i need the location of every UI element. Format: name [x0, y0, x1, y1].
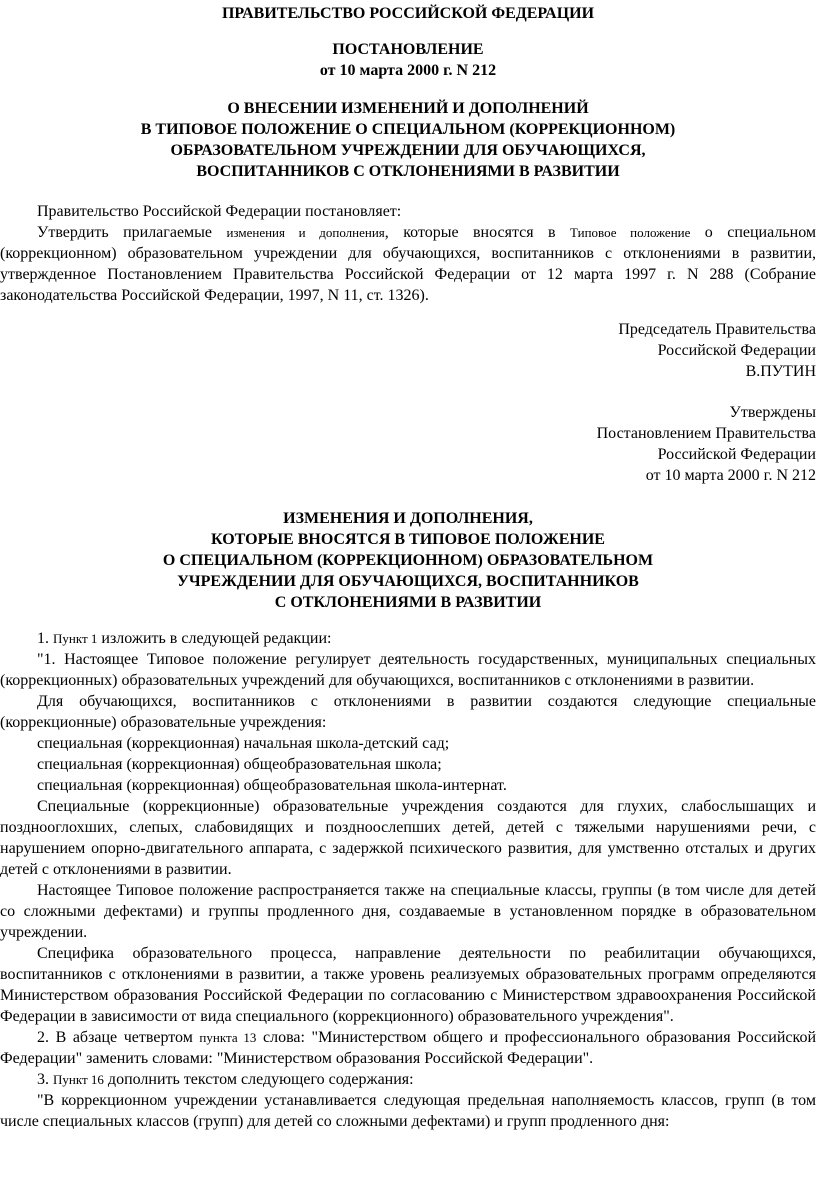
approval-line: Постановлением Правительства — [596, 425, 816, 442]
quote-paragraph: Настоящее Типовое положение распространяется также на специальные классы, группы (в том числе для детей со сложными дефектами) и группы продленного дня, создаваемые в установленном порядке в образовательном учреждении. — [0, 882, 816, 941]
resolution-text: о специальном (коррекционном) образовательном учреждении для обучающихся, воспитанников с отклонениями в развитии, утвержденное Постановлением Правительства Российской Федерации от 12 марта 1997 г. N 288 (Собрание законодательства Российской Федерации, 1997, N 11, ст. 1326). — [0, 224, 816, 304]
item-text: 2. В абзаце четвертом — [37, 1029, 200, 1046]
preamble: Правительство Российской Федерации постановляет: — [37, 203, 402, 220]
regulation-link[interactable]: Типовое положение — [570, 225, 691, 240]
list-item: специальная (коррекционная) общеобразовательная школа; — [37, 756, 442, 773]
item-3-link[interactable]: Пункт 16 — [53, 1072, 104, 1087]
resolution-text: Утвердить прилагаемые — [37, 224, 227, 241]
approval-line: Утверждены — [729, 404, 816, 421]
item-text: слова: "Министерством общего и профессионального образования Российской Федерации" заменить словами: "Министерством образования Российской Федерации". — [0, 1029, 816, 1067]
resolution-body — [0, 201, 816, 306]
title-line: О ВНЕСЕНИИ ИЗМЕНЕНИЙ И ДОПОЛНЕНИЙ — [227, 100, 589, 117]
doc-type: ПОСТАНОВЛЕНИЕ — [332, 41, 484, 58]
item-number: 3. — [37, 1071, 53, 1088]
item-text: изложить в следующей редакции: — [97, 630, 332, 647]
changes-title — [0, 508, 816, 613]
item-3 — [37, 1069, 816, 1090]
signature-line: Российской Федерации — [657, 342, 816, 359]
approval-block — [416, 402, 816, 486]
item-number: 1. — [37, 630, 53, 647]
resolution-title — [0, 98, 816, 182]
changes-body — [0, 628, 816, 1132]
title-line: В ТИПОВОЕ ПОЛОЖЕНИЕ О СПЕЦИАЛЬНОМ (КОРРЕКЦИОННОМ) — [140, 121, 676, 138]
changes-title-line: ИЗМЕНЕНИЯ И ДОПОЛНЕНИЯ, — [283, 510, 533, 527]
item-text: дополнить текстом следующего содержания: — [103, 1071, 414, 1088]
quote-paragraph: "1. Настоящее Типовое положение регулирует деятельность государственных, муниципальных специальных (коррекционных) образовательных учреждений для обучающихся, воспитанников с отклонениями в развитии. — [0, 651, 816, 689]
item-1-link[interactable]: Пункт 1 — [53, 631, 98, 646]
title-line: ВОСПИТАННИКОВ С ОТКЛОНЕНИЯМИ В РАЗВИТИИ — [196, 163, 620, 180]
changes-title-line: КОТОРЫЕ ВНОСЯТСЯ В ТИПОВОЕ ПОЛОЖЕНИЕ — [211, 531, 605, 548]
resolution-header — [0, 39, 816, 81]
changes-link[interactable]: изменения и дополнения — [226, 225, 385, 240]
quote-paragraph: Для обучающихся, воспитанников с отклонениями в развитии создаются следующие специальные (коррекционные) образовательные учреждения: — [0, 693, 816, 731]
signature-block — [416, 319, 816, 382]
changes-title-line: С ОТКЛОНЕНИЯМИ В РАЗВИТИИ — [274, 594, 542, 611]
quote-paragraph: Специфика образовательного процесса, направление деятельности по реабилитации обучающихся, воспитанников с отклонениями в развитии, а также уровень реализуемых образовательных программ определяются Министерством образования Российской Федерации по согласованию с Министерством здравоохранения Российской Федерации в зависимости от вида специального (коррекционного) образовательного учреждения". — [0, 945, 816, 1025]
approval-line: Российской Федерации — [657, 446, 816, 463]
approval-line: от 10 марта 2000 г. N 212 — [645, 467, 816, 484]
changes-title-line: УЧРЕЖДЕНИИ ДЛЯ ОБУЧАЮЩИХСЯ, ВОСПИТАННИКОВ — [177, 573, 639, 590]
item-2 — [0, 1027, 816, 1069]
quote-paragraph: Специальные (коррекционные) образовательные учреждения создаются для глухих, слабослышащих и позднооглохших, слепых, слабовидящих и поздноослепших детей, детей с тяжелыми нарушениями речи, с нарушением опорно-двигательного аппарата, с задержкой психического развития, для умственно отсталых и других детей с отклонениями в развитии. — [0, 798, 816, 878]
item-1 — [37, 628, 816, 649]
list-item: специальная (коррекционная) начальная школа-детский сад; — [37, 735, 450, 752]
title-line: ОБРАЗОВАТЕЛЬНОМ УЧРЕЖДЕНИИ ДЛЯ ОБУЧАЮЩИХСЯ, — [170, 142, 646, 159]
resolution-text: , которые вносятся в — [384, 224, 570, 241]
doc-date: от 10 марта 2000 г. N 212 — [319, 62, 497, 79]
list-item: специальная (коррекционная) общеобразовательная школа-интернат. — [37, 777, 507, 794]
government-heading: ПРАВИТЕЛЬСТВО РОССИЙСКОЙ ФЕДЕРАЦИИ — [221, 5, 595, 22]
quote-paragraph: "В коррекционном учреждении устанавливается следующая предельная наполняемость классов, групп (в том числе специальных классов (групп) для детей со сложными дефектами) и групп продленного дня: — [0, 1092, 816, 1130]
item-2-link[interactable]: пункта 13 — [199, 1030, 257, 1045]
resolution-paragraph — [0, 222, 816, 306]
signature-line: Председатель Правительства — [618, 321, 816, 338]
changes-title-line: О СПЕЦИАЛЬНОМ (КОРРЕКЦИОННОМ) ОБРАЗОВАТЕЛЬНОМ — [162, 552, 654, 569]
signature-line: В.ПУТИН — [745, 363, 816, 380]
